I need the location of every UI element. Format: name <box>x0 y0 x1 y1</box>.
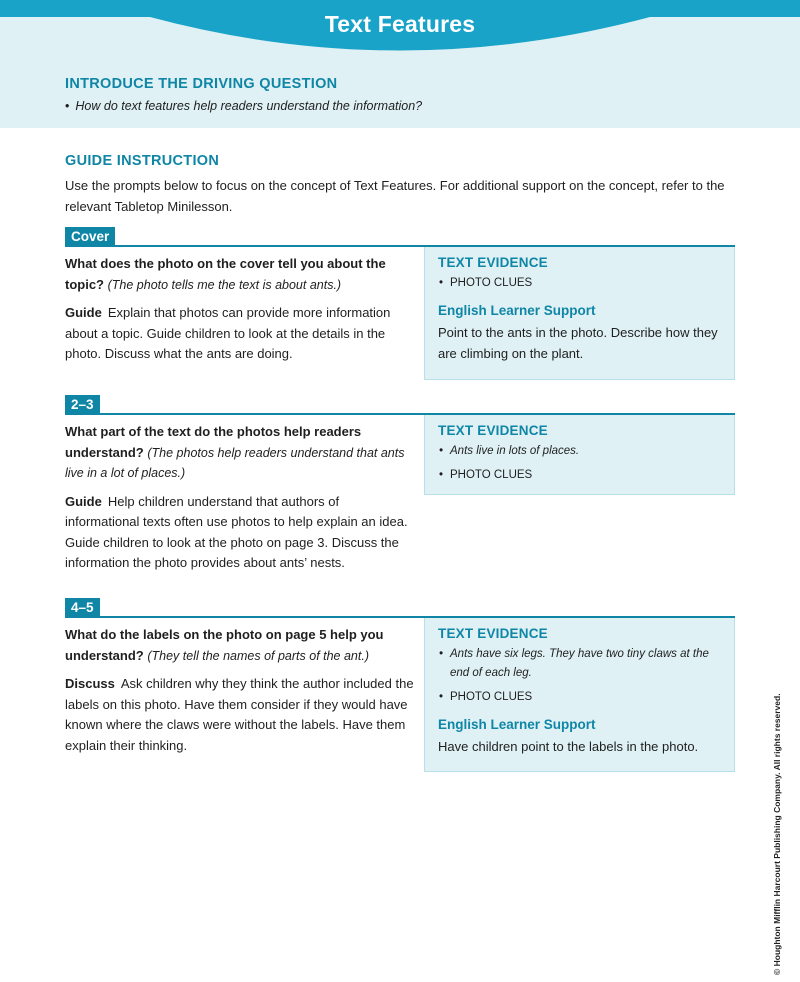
page-title: Text Features <box>324 11 476 37</box>
prompt-body: Help children understand that authors of informational texts often use photos to help explain an idea. Guide children to look at the photo on page 3. Discuss the information the photo provides about ants’ nests. <box>65 493 408 570</box>
driving-question-text: How do text features help readers understand the information? <box>75 99 423 113</box>
evidence-heading: TEXT EVIDENCE <box>438 626 548 641</box>
section-4-5-prompts <box>65 625 415 764</box>
section-2-3-prompts <box>65 422 415 582</box>
prompt-body: Explain that photos can provide more information about a topic. Guide children to look at the details in the photo. Discuss what the ants are doing. <box>65 305 391 361</box>
evidence-panel-4-5 <box>424 618 735 772</box>
evidence-heading: TEXT EVIDENCE <box>438 423 548 438</box>
evidence-item: • PHOTO CLUES <box>438 688 721 707</box>
ell-heading: English Learner Support <box>438 717 596 732</box>
ell-text: Point to the ants in the photo. Describe how they are climbing on the plant. <box>438 325 718 361</box>
prompt-lead: Guide <box>65 493 102 509</box>
prompt-answer: (They tell the names of parts of the ant.) <box>147 648 369 663</box>
ell-text: Have children point to the labels in the photo. <box>438 739 699 754</box>
prompt-question: What does the photo on the cover tell you about the topic? <box>65 256 386 292</box>
evidence-item: • PHOTO CLUES <box>438 274 721 293</box>
section-tab-2-3: 2–3 <box>65 395 100 414</box>
prompt-answer: (The photo tells me the text is about ants.) <box>107 277 342 292</box>
evidence-item: • Ants have six legs. They have two tiny claws at the end of each leg. <box>438 645 721 683</box>
guide-heading: GUIDE INSTRUCTION <box>65 153 220 169</box>
introduce-heading: INTRODUCE THE DRIVING QUESTION <box>65 76 338 92</box>
copyright-notice: © Houghton Mifflin Harcourt Publishing Company. All rights reserved. <box>772 693 782 975</box>
driving-question <box>65 99 422 113</box>
section-tab-cover: Cover <box>65 227 115 246</box>
prompt-answer: (The photos help readers understand that ants live in a lot of places.) <box>65 445 405 480</box>
evidence-item: • PHOTO CLUES <box>438 466 721 485</box>
prompt-lead: Discuss <box>65 676 115 691</box>
prompt-lead: Guide <box>65 305 102 320</box>
evidence-item: • Ants live in lots of places. <box>438 442 721 461</box>
section-tab-4-5: 4–5 <box>65 598 100 617</box>
guide-text: Use the prompts below to focus on the concept of Text Features. For additional support on the concept, refer to the relevant Tabletop Minilesson. <box>65 178 725 214</box>
bullet-icon: • <box>65 99 70 113</box>
evidence-panel-cover <box>424 247 735 380</box>
evidence-heading: TEXT EVIDENCE <box>438 255 548 270</box>
ell-heading: English Learner Support <box>438 303 596 318</box>
evidence-list <box>438 645 721 707</box>
evidence-list <box>438 442 721 485</box>
evidence-panel-2-3 <box>424 415 735 495</box>
section-cover-prompts <box>65 254 415 373</box>
prompt-body: Ask children why they think the author included the labels on this photo. Have them consider if they would have known where the claws were without the labels. Have them explain their thinking. <box>65 676 414 753</box>
prompt-question: What do the labels on the photo on page 5 help you understand? <box>65 627 384 663</box>
prompt-question: What part of the text do the photos help readers understand? <box>65 424 362 460</box>
evidence-list <box>438 274 721 293</box>
